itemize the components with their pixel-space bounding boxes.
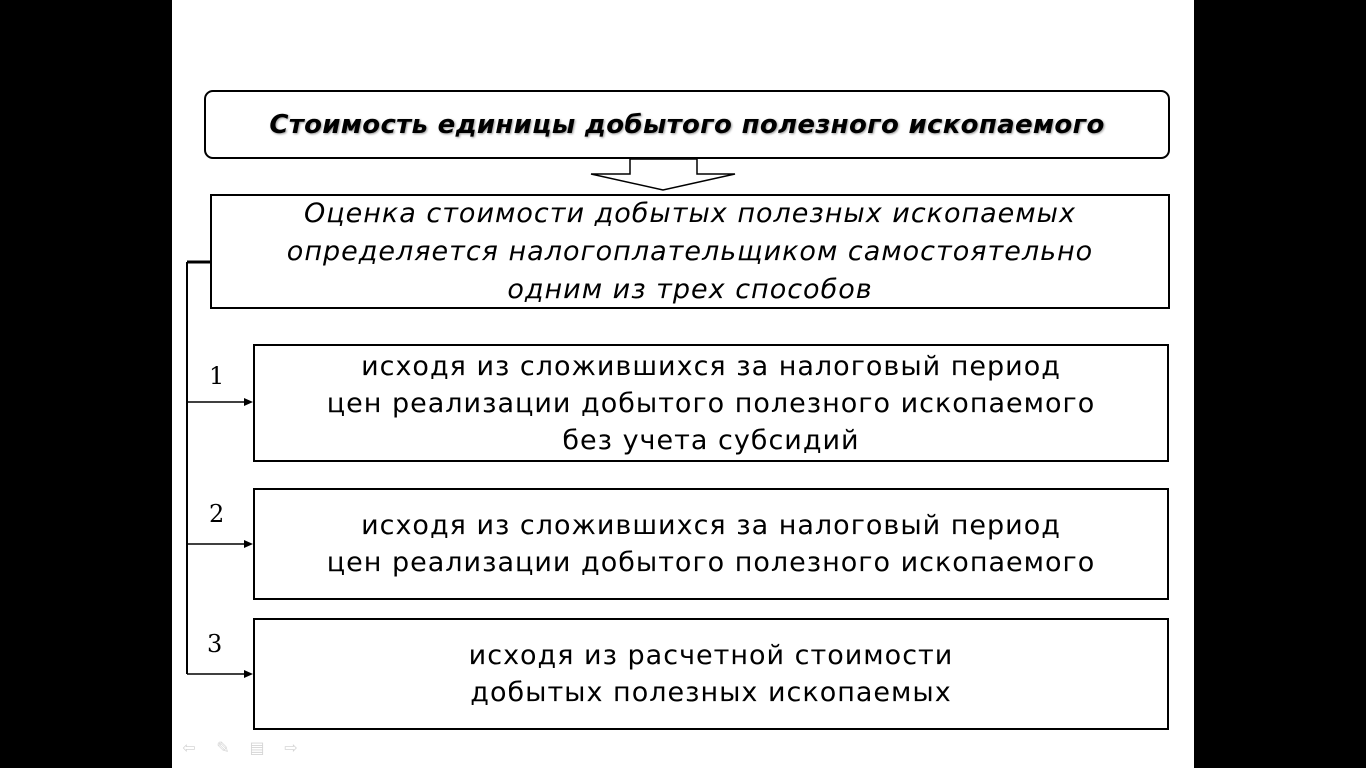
slide-nav-bar [178, 738, 302, 757]
method-number-3: 3 [207, 630, 223, 658]
method-box-2 [253, 488, 1169, 600]
method-text-3: исходя из расчетной стоимости добытых полезных ископаемых [468, 640, 954, 708]
menu-icon[interactable]: ▤ [249, 738, 265, 757]
title-text: Стоимость единицы добытого полезного ископаемого [269, 109, 1105, 140]
method-box-3 [253, 618, 1169, 730]
method-number-1: 1 [209, 362, 225, 390]
description-text: Оценка стоимости добытых полезных ископаемых определяется налогоплательщиком самостоятельно одним из трех способов [286, 197, 1094, 305]
description-box [210, 194, 1170, 309]
pen-icon[interactable]: ✎ [216, 738, 230, 757]
method-text-2: исходя из сложившихся за налоговый период цен реализации добытого полезного ископаемого [326, 510, 1096, 578]
arrow-right-icon[interactable]: ⇨ [284, 738, 298, 757]
method-number-2: 2 [209, 500, 225, 528]
method-box-1 [253, 344, 1169, 462]
method-text-1: исходя из сложившихся за налоговый период цен реализации добытого полезного ископаемого без учета субсидий [326, 350, 1096, 456]
title-box [204, 90, 1170, 159]
arrow-left-icon[interactable]: ⇦ [182, 738, 196, 757]
